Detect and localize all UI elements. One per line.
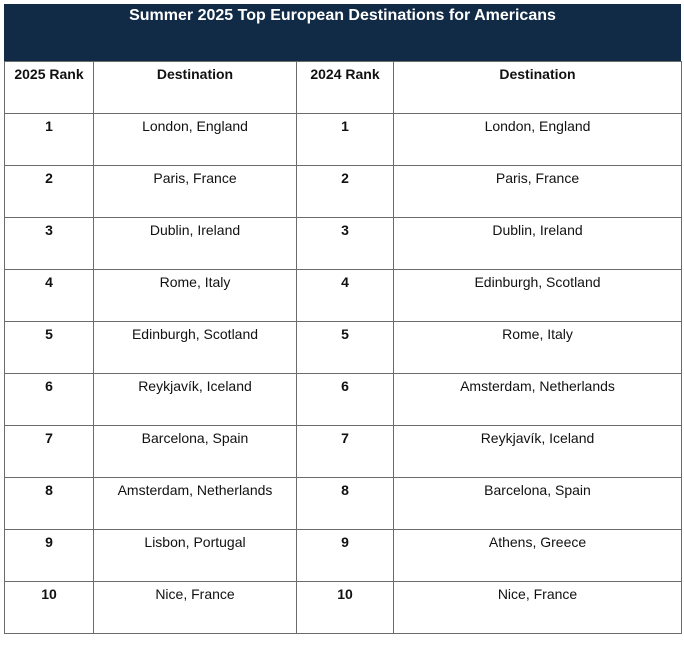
table-row bbox=[5, 478, 682, 530]
destination-2024-cell: Edinburgh, Scotland bbox=[394, 270, 682, 322]
destinations-table-frame bbox=[4, 4, 681, 641]
table-title: Summer 2025 Top European Destinations for Americans bbox=[4, 4, 681, 61]
rank-2024-cell: 4 bbox=[297, 270, 394, 322]
table-row bbox=[5, 582, 682, 634]
destination-2024-cell: Dublin, Ireland bbox=[394, 218, 682, 270]
destination-2025-cell: Lisbon, Portugal bbox=[94, 530, 297, 582]
table-row bbox=[5, 426, 682, 478]
rank-2025-cell: 7 bbox=[5, 426, 94, 478]
destination-2025-cell: London, England bbox=[94, 114, 297, 166]
destination-2024-cell: Rome, Italy bbox=[394, 322, 682, 374]
table-row bbox=[5, 530, 682, 582]
header-2025-rank: 2025 Rank bbox=[5, 62, 94, 114]
rank-2025-cell: 8 bbox=[5, 478, 94, 530]
rank-2024-cell: 6 bbox=[297, 374, 394, 426]
rank-2025-cell: 4 bbox=[5, 270, 94, 322]
destination-2024-cell: Amsterdam, Netherlands bbox=[394, 374, 682, 426]
destination-2024-cell: Nice, France bbox=[394, 582, 682, 634]
rank-2025-cell: 6 bbox=[5, 374, 94, 426]
destination-2025-cell: Rome, Italy bbox=[94, 270, 297, 322]
table-row bbox=[5, 374, 682, 426]
destinations-table bbox=[4, 61, 682, 634]
destination-2024-cell: Paris, France bbox=[394, 166, 682, 218]
rank-2025-cell: 1 bbox=[5, 114, 94, 166]
header-2024-destination: Destination bbox=[394, 62, 682, 114]
rank-2025-cell: 5 bbox=[5, 322, 94, 374]
header-row bbox=[5, 62, 682, 114]
table-row bbox=[5, 270, 682, 322]
destination-2025-cell: Amsterdam, Netherlands bbox=[94, 478, 297, 530]
rank-2025-cell: 9 bbox=[5, 530, 94, 582]
table-row bbox=[5, 114, 682, 166]
destination-2025-cell: Paris, France bbox=[94, 166, 297, 218]
rank-2024-cell: 5 bbox=[297, 322, 394, 374]
header-2024-rank: 2024 Rank bbox=[297, 62, 394, 114]
rank-2024-cell: 8 bbox=[297, 478, 394, 530]
table-row bbox=[5, 218, 682, 270]
destination-2025-cell: Dublin, Ireland bbox=[94, 218, 297, 270]
rank-2024-cell: 10 bbox=[297, 582, 394, 634]
rank-2025-cell: 3 bbox=[5, 218, 94, 270]
destination-2025-cell: Reykjavík, Iceland bbox=[94, 374, 297, 426]
rank-2024-cell: 3 bbox=[297, 218, 394, 270]
table-row bbox=[5, 166, 682, 218]
destination-2025-cell: Barcelona, Spain bbox=[94, 426, 297, 478]
destination-2024-cell: Barcelona, Spain bbox=[394, 478, 682, 530]
rank-2025-cell: 2 bbox=[5, 166, 94, 218]
destination-2024-cell: Athens, Greece bbox=[394, 530, 682, 582]
rank-2024-cell: 2 bbox=[297, 166, 394, 218]
rank-2024-cell: 7 bbox=[297, 426, 394, 478]
destination-2024-cell: London, England bbox=[394, 114, 682, 166]
rank-2024-cell: 9 bbox=[297, 530, 394, 582]
header-2025-destination: Destination bbox=[94, 62, 297, 114]
rank-2024-cell: 1 bbox=[297, 114, 394, 166]
rank-2025-cell: 10 bbox=[5, 582, 94, 634]
destination-2025-cell: Nice, France bbox=[94, 582, 297, 634]
table-row bbox=[5, 322, 682, 374]
destination-2025-cell: Edinburgh, Scotland bbox=[94, 322, 297, 374]
destination-2024-cell: Reykjavík, Iceland bbox=[394, 426, 682, 478]
